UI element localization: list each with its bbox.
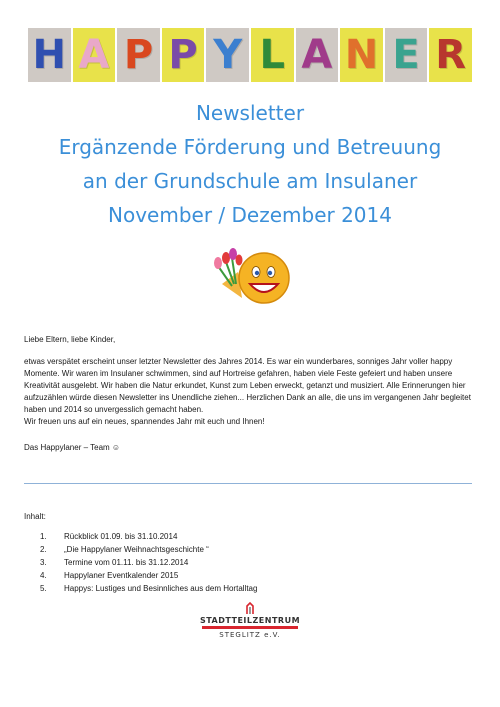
list-item-text: Happys: Lustiges und Besinnliches aus dem Hortalltag xyxy=(64,584,258,593)
banner-letter: R xyxy=(435,32,467,78)
list-item-number: 4. xyxy=(40,571,47,580)
banner-letter: P xyxy=(123,32,154,78)
section-divider xyxy=(24,483,472,484)
list-item xyxy=(40,530,257,543)
banner-tile xyxy=(206,28,249,82)
headline-period: November / Dezember 2014 xyxy=(108,203,392,227)
banner-tile xyxy=(340,28,383,82)
smiley-face-icon xyxy=(239,253,289,303)
newsletter-headline xyxy=(0,96,500,232)
banner-letter: E xyxy=(392,32,420,78)
signature: Das Happylaner – Team ☺ xyxy=(24,443,121,452)
banner-tile xyxy=(429,28,472,82)
banner-letter: A xyxy=(301,32,333,78)
list-item xyxy=(40,569,257,582)
banner-letter: A xyxy=(78,32,110,78)
smiley-with-flowers-icon xyxy=(208,244,292,308)
banner-letter: Y xyxy=(213,32,243,78)
logo-mark-icon xyxy=(243,601,257,615)
flower-bouquet-icon xyxy=(214,248,243,298)
banner-letter: N xyxy=(344,32,379,78)
closing-line: Wir freuen uns auf ein neues, spannendes Jahr mit euch und Ihnen! xyxy=(24,417,265,426)
logo-subtitle: STEGLITZ e.V. xyxy=(219,631,281,639)
banner-tile xyxy=(385,28,428,82)
banner-tile xyxy=(296,28,339,82)
headline-newsletter: Newsletter xyxy=(195,101,305,125)
list-item xyxy=(40,543,257,556)
list-item-text: „Die Happylaner Weihnachtsgeschichte “ xyxy=(64,545,209,554)
list-item-text: Rückblick 01.09. bis 31.10.2014 xyxy=(64,532,178,541)
headline-school: an der Grundschule am Insulaner xyxy=(82,169,418,193)
contents-list xyxy=(40,530,257,595)
stadtteilzentrum-logo xyxy=(198,601,302,645)
logo-name: STADTTEILZENTRUM xyxy=(199,616,301,625)
banner-letter: P xyxy=(168,32,198,78)
list-item-number: 1. xyxy=(40,532,47,541)
list-item-text: Happylaner Eventkalender 2015 xyxy=(64,571,179,580)
contents-title: Inhalt: xyxy=(24,512,46,521)
list-item-number: 2. xyxy=(40,545,47,554)
letter-paragraph: etwas verspätet erscheint unser letzter Newsletter des Jahres 2014. Es war ein wunderbares, sonniges Jahr voller happy Momente. Wir waren im Insulaner schwimmen, sind auf Hortreise gefahren, haben viele Feste gefeiert und haben unsere Kreativität ausgelebt. Wir haben die Natur erkundet, Kunst zum Leben erweckt, getanzt und musiziert. Alle Erinnerungen hier aufzuzählen würde diesen Newsletter ins Unendliche ziehen... Herzlichen Dank an alle, die uns im vergangenen Jahr begleitet haben und 2014 so unvergesslich gemacht haben. xyxy=(24,357,471,414)
banner-tile xyxy=(28,28,71,82)
banner-letter: H xyxy=(32,32,67,78)
letter-body xyxy=(24,334,479,464)
banner-tile xyxy=(73,28,116,82)
headline-program: Ergänzende Förderung und Betreuung xyxy=(58,135,442,159)
happylaner-banner xyxy=(28,28,472,82)
list-item-number: 5. xyxy=(40,584,47,593)
list-item-number: 3. xyxy=(40,558,47,567)
list-item-text: Termine vom 01.11. bis 31.12.2014 xyxy=(64,558,189,567)
banner-tile xyxy=(117,28,160,82)
list-item xyxy=(40,582,257,595)
banner-letter: L xyxy=(259,32,286,78)
greeting: Liebe Eltern, liebe Kinder, xyxy=(24,335,116,344)
logo-underline xyxy=(202,626,298,629)
list-item xyxy=(40,556,257,569)
banner-tile xyxy=(251,28,294,82)
banner-tile xyxy=(162,28,205,82)
